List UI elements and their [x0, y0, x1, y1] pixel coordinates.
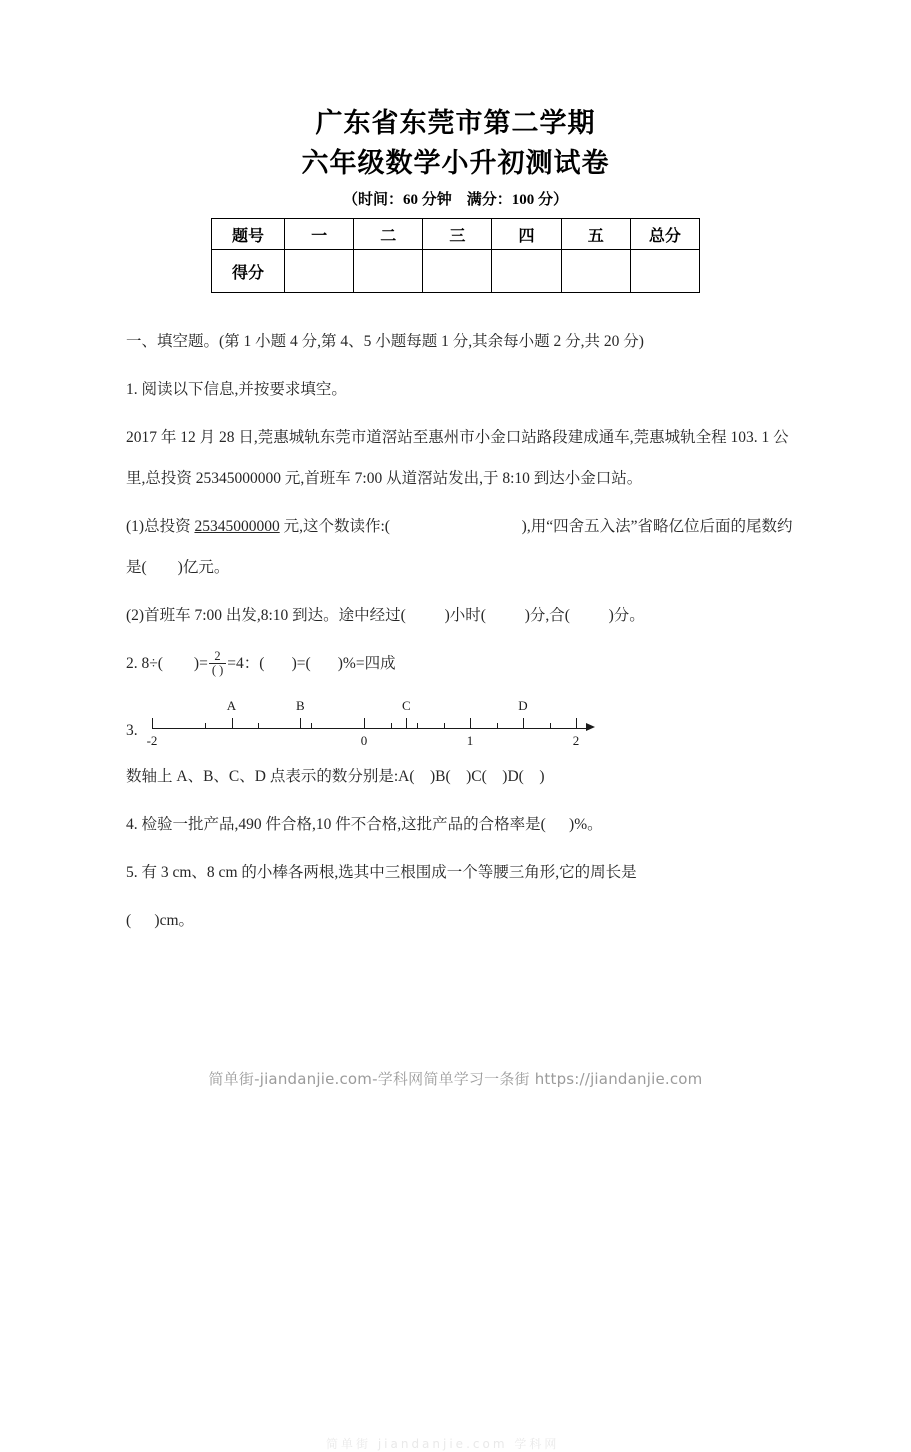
table-cell: 题号 — [212, 219, 285, 250]
axis-tick-minor — [497, 723, 498, 729]
sub2-text-d: )分。 — [608, 607, 645, 624]
point-label-c: C — [402, 698, 411, 713]
table-cell: 五 — [561, 219, 630, 250]
underlined-number: 25345000000 — [194, 518, 280, 535]
point-marker-tick — [232, 718, 233, 729]
number-line-diagram — [146, 694, 597, 756]
answer-blank[interactable] — [406, 607, 445, 624]
question-4: 4. 检验一批产品,490 件合格,10 件不合格,这批产品的合格率是( )%。 — [126, 816, 603, 833]
q2-text-b: )= — [193, 655, 208, 672]
section-heading: 一、填空题。(第 1 小题 4 分,第 4、5 小题每题 1 分,其余每小题 2 分,共 20 分) — [126, 333, 644, 350]
question-5-line-2: ( )cm。 — [126, 912, 195, 929]
axis-tick-minor — [311, 723, 312, 729]
sub1-text-c: ),用“四舍五入法”省略亿位后面的尾数约是( — [126, 518, 793, 576]
watermark-text: 简单街 jiandanjie.com 学科网 — [326, 1437, 560, 1451]
sub1-text-a: (1)总投资 — [126, 518, 195, 535]
axis-tick-label: 0 — [360, 733, 368, 748]
table-row-header — [212, 219, 700, 250]
score-input-cell[interactable] — [492, 250, 561, 293]
score-input-cell[interactable] — [630, 250, 699, 293]
axis-tick-minor — [391, 723, 392, 729]
answer-blank[interactable] — [311, 655, 338, 672]
question-1-stem: 1. 阅读以下信息,并按要求填空。 — [126, 381, 347, 398]
score-input-cell[interactable] — [561, 250, 630, 293]
arrow-icon — [586, 723, 595, 731]
point-label-a: A — [226, 698, 237, 713]
answer-blank[interactable] — [486, 607, 525, 624]
question-1-sub-1 — [126, 506, 799, 588]
axis-tick-major — [470, 718, 471, 729]
axis-tick-label: 2 — [572, 733, 580, 748]
table-cell: 一 — [285, 219, 354, 250]
axis-tick-minor — [205, 723, 206, 729]
page-title — [0, 104, 911, 212]
table-row-score — [212, 250, 700, 293]
sub2-text-c: )分,合( — [524, 607, 570, 624]
point-label-d: D — [518, 698, 528, 713]
fraction-numerator: 2 — [214, 648, 221, 663]
exam-subtitle: （时间：60 分钟 满分：100 分） — [342, 192, 568, 208]
point-marker-tick — [300, 718, 301, 729]
table-cell: 四 — [492, 219, 561, 250]
title-line-1: 广东省东莞市第二学期 — [315, 108, 596, 139]
point-marker-tick — [523, 718, 524, 729]
question-3-label: 3. — [126, 722, 138, 739]
q2-text-e: )%=四成 — [337, 655, 396, 672]
fraction-denominator[interactable]: ( ) — [209, 663, 226, 677]
passage-prefix: 2017 年 12 月 28 日,莞惠城轨东莞市道滘站至惠州市小金口站路段建成通车,莞惠城轨全程 103. 1 公里,总投资 — [126, 429, 789, 487]
q2-text-c: =4：( — [227, 655, 265, 672]
answer-blank[interactable] — [163, 655, 194, 672]
title-line-2: 六年级数学小升初测试卷 — [301, 148, 610, 179]
answer-blank[interactable] — [264, 655, 291, 672]
score-input-cell[interactable] — [354, 250, 423, 293]
table-cell: 二 — [354, 219, 423, 250]
score-input-cell[interactable] — [285, 250, 354, 293]
score-table — [211, 218, 700, 293]
question-2 — [126, 643, 799, 684]
axis-tick-major — [576, 718, 577, 729]
answer-blank[interactable] — [147, 559, 178, 576]
point-label-b: B — [296, 698, 305, 713]
axis-tick-major — [152, 718, 153, 729]
passage-number: 25345000000 — [195, 470, 282, 487]
score-input-cell[interactable] — [423, 250, 492, 293]
question-1-passage — [126, 417, 799, 499]
q2-text-a: 2. 8÷( — [126, 655, 163, 672]
table-cell: 得分 — [212, 250, 285, 293]
table-cell: 总分 — [630, 219, 699, 250]
sub2-text-b: )小时( — [444, 607, 486, 624]
axis-tick-minor — [417, 723, 418, 729]
score-table-wrapper — [0, 218, 911, 293]
axis-tick-major — [364, 718, 365, 729]
axis-tick-minor — [550, 723, 551, 729]
point-marker-tick — [406, 718, 407, 729]
sub2-text-a: (2)首班车 7:00 出发,8:10 到达。途中经过( — [126, 607, 406, 624]
axis-tick-label: -2 — [146, 733, 158, 748]
fraction — [209, 650, 226, 677]
q2-text-d: )=( — [291, 655, 311, 672]
axis-tick-minor — [258, 723, 259, 729]
axis-tick-minor — [444, 723, 445, 729]
axis-tick-label: 1 — [466, 733, 474, 748]
question-5-line-1: 5. 有 3 cm、8 cm 的小棒各两根,选其中三根围成一个等腰三角形,它的周长是 — [126, 864, 637, 881]
answer-blank[interactable] — [570, 607, 609, 624]
answer-blank[interactable] — [390, 518, 522, 535]
passage-suffix: 元,首班车 7:00 从道滘站发出,于 8:10 到达小金口站。 — [281, 470, 643, 487]
table-cell: 三 — [423, 219, 492, 250]
footer-watermark: 简单街-jiandanjie.com-学科网简单学习一条街 https://jiandanjie.com — [208, 1070, 703, 1088]
question-1-sub-2 — [126, 595, 799, 636]
sub1-text-b: 元,这个数读作:( — [279, 518, 390, 535]
sub1-text-d: )亿元。 — [177, 559, 230, 576]
question-3-answer-line: 数轴上 A、B、C、D 点表示的数分别是:A( )B( )C( )D( ) — [126, 768, 545, 785]
